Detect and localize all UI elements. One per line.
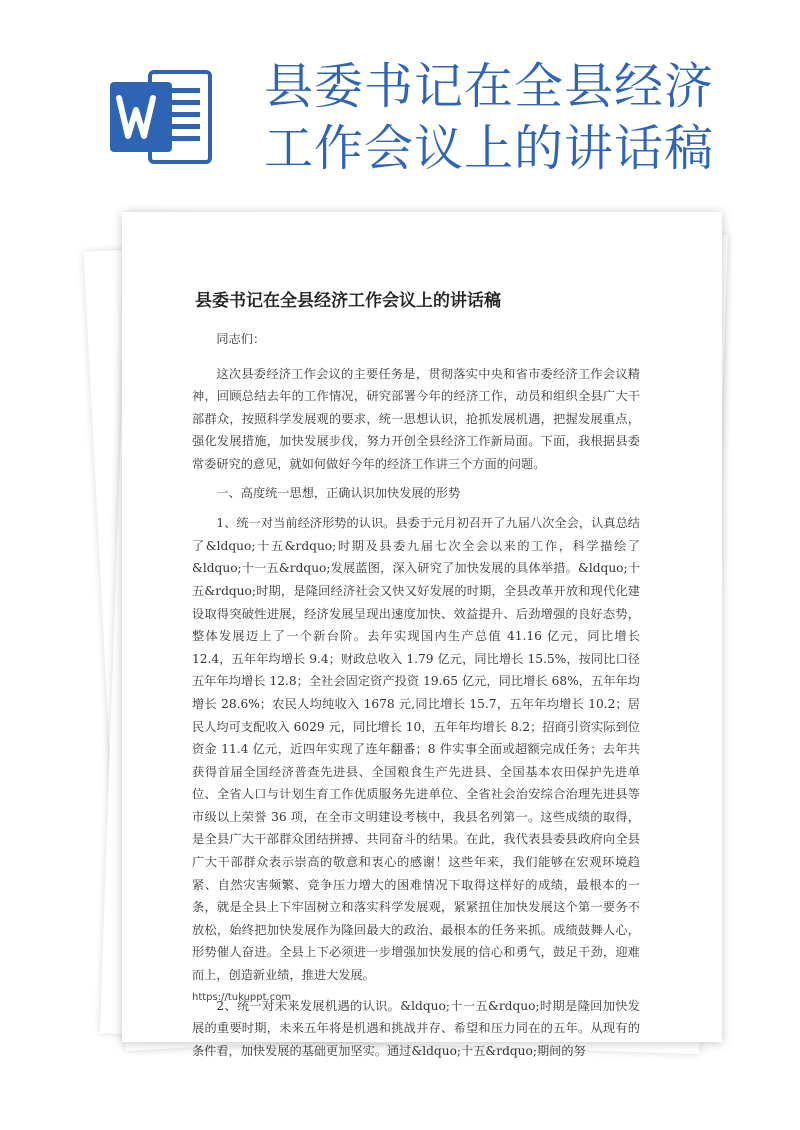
word-document-icon <box>106 62 216 172</box>
footer-url: https://tukuppt.com <box>192 992 292 1003</box>
header <box>0 0 800 200</box>
paragraph-intro: 这次县委经济工作会议的主要任务是，贯彻落实中央和省市委经济工作会议精神，回顾总结去年的工作情况，研究部署今年的经济工作，动员和组织全县广大干部群众，按照科学发展观的要求，统一思想认识，抢抓发展机遇，把握发展重点，强化发展措施，加快发展步伐，努力开创全县经济工作新局面。下面，我根据县委常委研究的意见，就如何做好今年的经济工作讲三个方面的问题。 <box>192 366 640 471</box>
header-title: 县委书记在全县经济工作会议上的讲话稿 <box>264 58 715 177</box>
paragraph-1: 1、统一对当前经济形势的认识。县委于元月初召开了九届八次全会，认真总结了&ldquo;十五&rdquo;时期及县委九届七次全会以来的工作，科学描绘了&ldquo;十一五&rdquo;发展蓝图，深入研究了加快发展的具体举措。&ldquo;十五&rdquo;时期，是隆回经济社会又快又好发展的时期，全县改革开放和现代化建设取得突破性进展，经济发展呈现出速度加快、效益提升、后劲增强的良好态势，整体发展迈上了一个新台阶。去年实现国内生产总值 41.16 亿元，同比增长 12.4，五年年均增长 9.4；财政总收入 1.79 亿元，同比增长 15.5%，按同比口径五年年均增长 12.8；全社会固定资产投资 19.65 亿元，同比增长 68%，五年年均增长 28.6%；农民人均纯收入 1678 元,同比增长 15.7，五年年均增长 10.2；居民人均可支配收入 6029 元，同比增长 10，五年年均增长 8.2；招商引资实际到位资金 11.4 亿元，近四年实现了连年翻番；8 件实事全面或超额完成任务；去年共获得首届全国经济普查先进县、全国粮食生产先进县、全国基本农田保护先进单位、全省人口与计划生育工作优质服务先进单位、全省社会治安综合治理先进县等市级以上荣誉 36 项，在全市文明建设考核中，我县名列第一。这些成绩的取得，是全县广大干部群众团结拼搏、共同奋斗的结果。在此，我代表县委县政府向全县广大干部群众表示崇高的敬意和衷心的感谢！这些年来，我们能够在宏观环境趋紧、自然灾害频繁、竞争压力增大的困难情况下取得这样好的成绩，最根本的一条，就是全县上下牢固树立和落实科学发展观，紧紧扭住加快发展这个第一要务不放松，始终把加快发展作为隆回最大的政治、最根本的任务来抓。成绩鼓舞人心，形势催人奋进。全县上下必须进一步增强加快发展的信心和勇气，鼓足干劲，迎难而上，创造新业绩，推进大发展。 <box>192 516 640 983</box>
section-heading: 一、高度统一思想，正确认识加快发展的形势 <box>216 485 461 500</box>
document-body <box>192 328 640 1062</box>
greeting: 同志们： <box>216 332 266 346</box>
paragraph-2: 2、统一对未来发展机遇的认识。&ldquo;十一五&rdquo;时期是隆回加快发展的重要时期，未来五年将是机遇和挑战并存、希望和压力同在的五年。从现有的条件看，加快发展的基础更加坚实。通过&ldquo;十五&rdquo;期间的努 <box>192 998 640 1058</box>
document-title: 县委书记在全县经济工作会议上的讲话稿 <box>195 291 501 311</box>
